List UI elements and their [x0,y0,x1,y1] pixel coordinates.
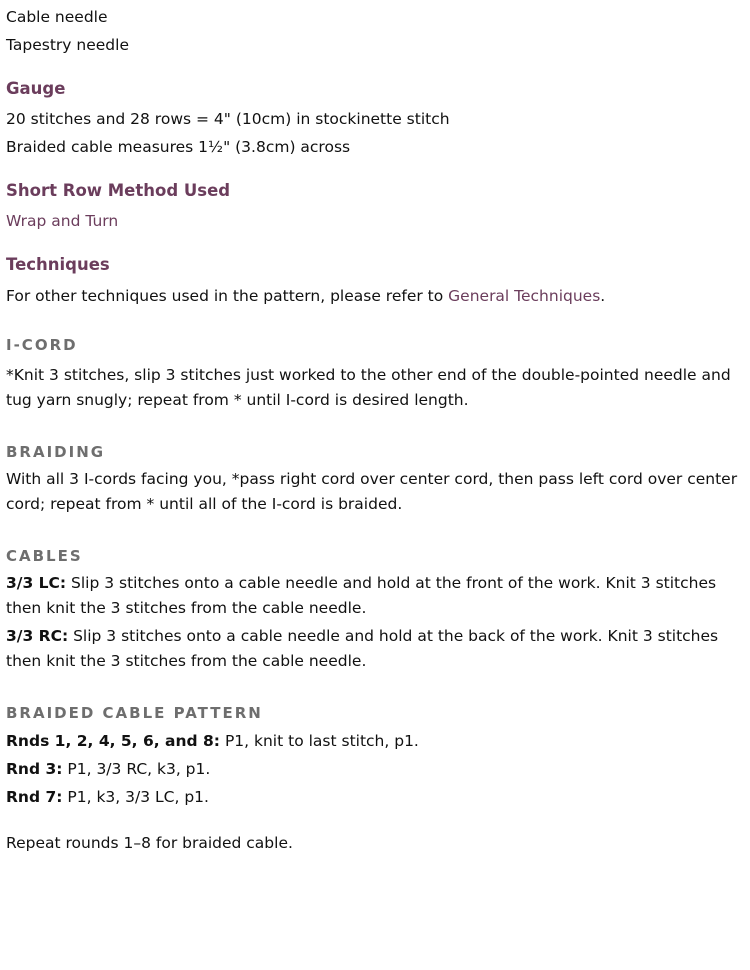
gauge-line-1: 20 stitches and 28 rows = 4" (10cm) in stockinette stitch [6,110,450,128]
braided-cable-row-3 [6,785,209,810]
cables-heading: CABLES [6,547,83,565]
techniques-text [6,284,605,309]
icord-heading: I-CORD [6,336,78,354]
braiding-text: With all 3 I-cords facing you, *pass right cord over center cord, then pass left cord over center cord; repeat from * until all of the I-cord is braided. [6,470,738,513]
cable-lc-definition [6,571,746,621]
gauge-heading: Gauge [6,79,66,98]
braided-cable-row-2 [6,757,210,782]
braided-cable-row-1-text: P1, knit to last stitch, p1. [220,732,419,750]
short-row-heading: Short Row Method Used [6,181,231,200]
braided-cable-row-2-label: Rnd 3: [6,760,63,778]
general-techniques-link[interactable]: General Techniques [448,287,601,305]
icord-text: *Knit 3 stitches, slip 3 stitches just worked to the other end of the double-pointed needle and tug yarn snugly; repeat from * until I-cord is desired length. [6,366,731,409]
braided-cable-row-3-text: P1, k3, 3/3 LC, p1. [62,788,209,806]
cable-lc-label: 3/3 LC: [6,574,67,592]
gauge-line-2: Braided cable measures 1½" (3.8cm) across [6,138,351,156]
braided-cable-repeat: Repeat rounds 1–8 for braided cable. [6,834,293,852]
braided-cable-heading: BRAIDED CABLE PATTERN [6,704,263,722]
braided-cable-row-3-label: Rnd 7: [6,788,63,806]
material-tapestry-needle: Tapestry needle [6,36,129,54]
techniques-text-body: For other techniques used in the pattern, please refer to [6,287,449,305]
braided-cable-row-1-label: Rnds 1, 2, 4, 5, 6, and 8: [6,732,221,750]
braided-cable-row-2-text: P1, 3/3 RC, k3, p1. [62,760,211,778]
braided-cable-row-1 [6,729,419,754]
techniques-text-end: . [600,287,606,305]
cable-rc-label: 3/3 RC: [6,627,69,645]
cable-lc-text: Slip 3 stitches onto a cable needle and hold at the front of the work. Knit 3 stitches then knit the 3 stitches from the cable needle. [6,574,717,617]
braiding-heading: BRAIDING [6,443,106,461]
short-row-method-link[interactable]: Wrap and Turn [6,212,119,230]
cable-rc-definition [6,624,746,674]
cable-rc-text: Slip 3 stitches onto a cable needle and hold at the back of the work. Knit 3 stitches then knit the 3 stitches from the cable needle. [6,627,719,670]
techniques-heading: Techniques [6,255,110,274]
material-cable-needle: Cable needle [6,8,108,26]
